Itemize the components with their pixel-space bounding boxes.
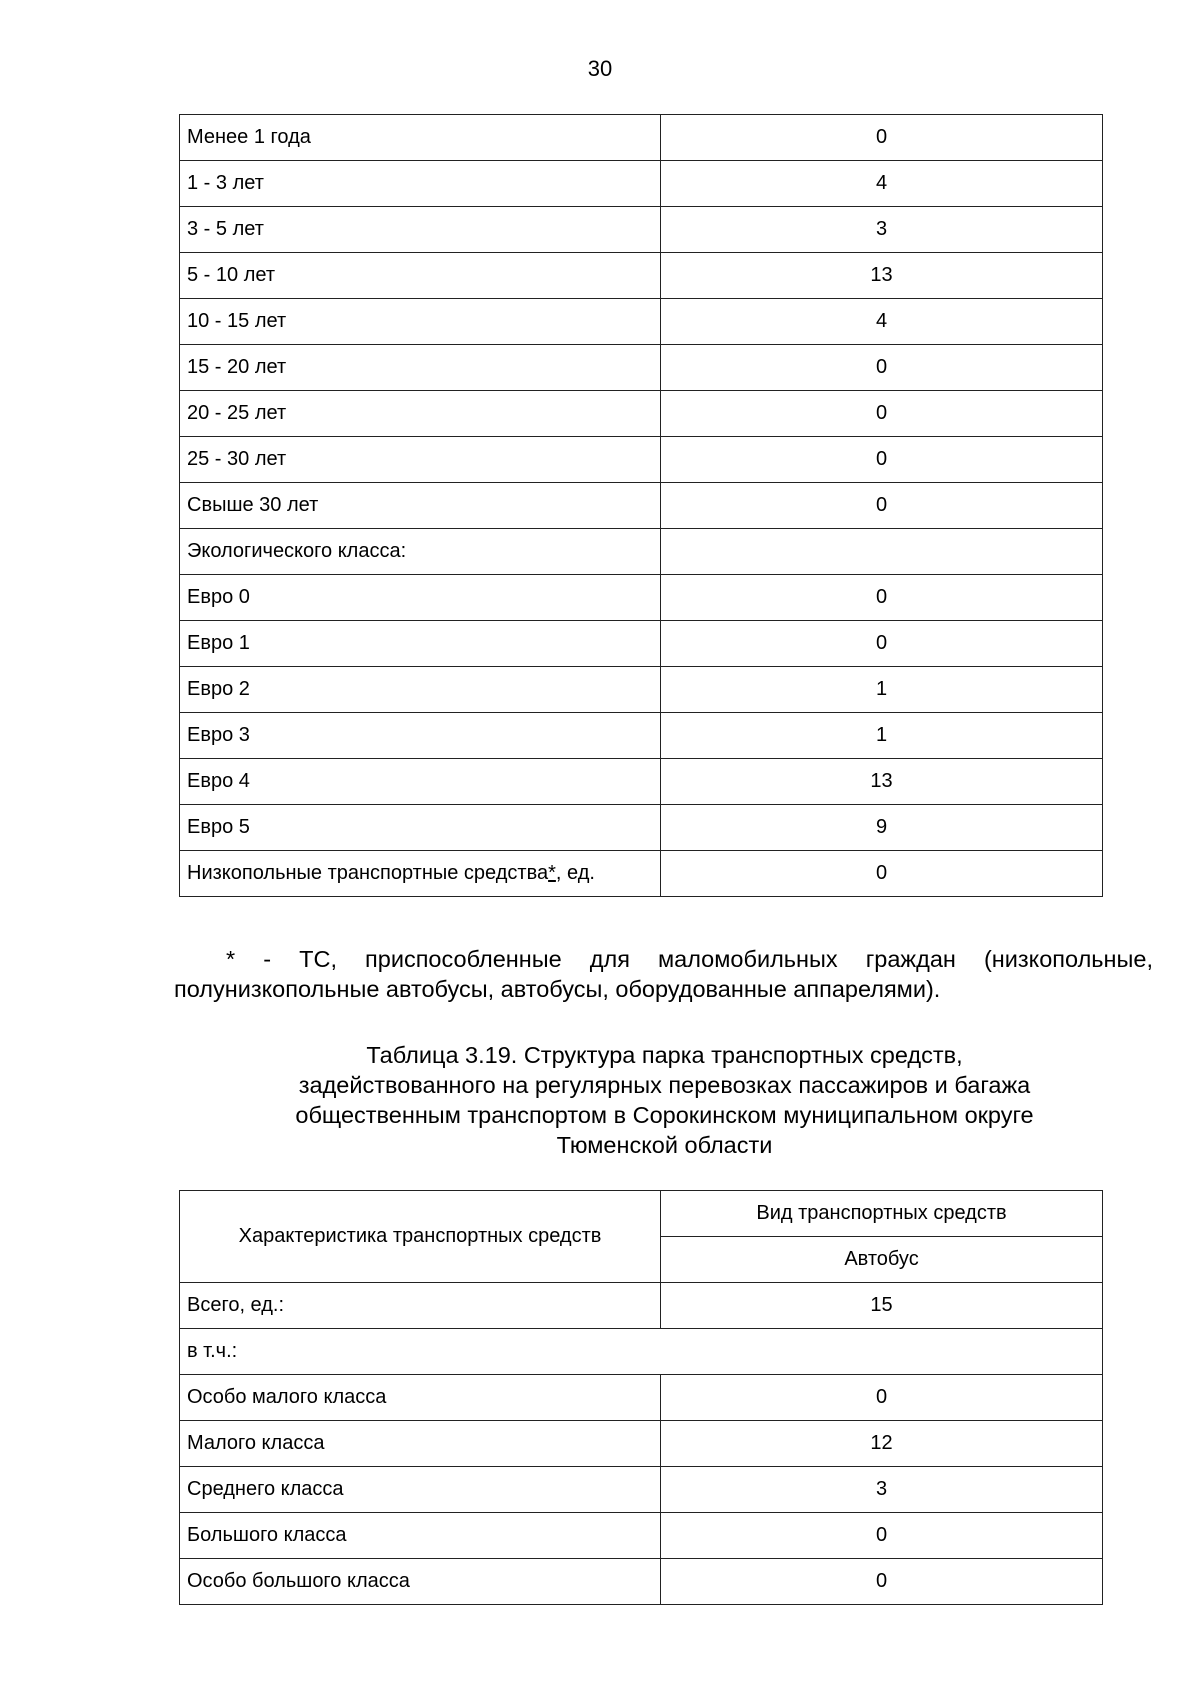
row-label: Евро 5 xyxy=(180,805,661,851)
row-label: Евро 1 xyxy=(180,621,661,667)
row-value: 0 xyxy=(661,483,1103,529)
table-row xyxy=(180,1467,1103,1513)
table-row xyxy=(180,713,1103,759)
row-value: 0 xyxy=(661,115,1103,161)
row-value: 13 xyxy=(661,253,1103,299)
table-header-row xyxy=(180,1191,1103,1237)
row-value: 0 xyxy=(661,437,1103,483)
fleet-structure-table xyxy=(179,1190,1103,1605)
table-row-low-floor xyxy=(180,851,1103,897)
row-value: 13 xyxy=(661,759,1103,805)
low-floor-label: Низкопольные транспортные средства xyxy=(187,862,549,884)
table-row xyxy=(180,805,1103,851)
table-row xyxy=(180,207,1103,253)
row-label: 5 - 10 лет xyxy=(180,253,661,299)
row-label xyxy=(180,851,661,897)
table-row-total xyxy=(180,1283,1103,1329)
table-row xyxy=(180,1559,1103,1605)
row-value: 0 xyxy=(661,1375,1103,1421)
caption-line: общественным транспортом в Сорокинском муниципальном округе xyxy=(295,1102,1034,1128)
table-row-incl xyxy=(180,1329,1103,1375)
footnote-link[interactable]: * xyxy=(548,862,556,884)
table-body xyxy=(180,115,1103,897)
table-row xyxy=(180,759,1103,805)
row-label: Малого класса xyxy=(180,1421,661,1467)
row-label: Экологического класса: xyxy=(180,529,661,575)
row-value: 0 xyxy=(661,1559,1103,1605)
table-row xyxy=(180,483,1103,529)
row-value: 0 xyxy=(661,1513,1103,1559)
row-label: Менее 1 года xyxy=(180,115,661,161)
header-bus: Автобус xyxy=(661,1237,1103,1283)
row-value: 0 xyxy=(661,621,1103,667)
table-body xyxy=(180,1191,1103,1605)
page-number: 30 xyxy=(587,56,613,81)
table-row xyxy=(180,253,1103,299)
row-label: 3 - 5 лет xyxy=(180,207,661,253)
row-value: 12 xyxy=(661,1421,1103,1467)
row-value: 3 xyxy=(661,1467,1103,1513)
footnote-line-2: полунизкопольные автобусы, автобусы, оборудованные аппарелями). xyxy=(174,976,941,1002)
header-characteristic: Характеристика транспортных средств xyxy=(180,1191,661,1283)
row-value: 0 xyxy=(661,345,1103,391)
vehicle-age-eco-table xyxy=(179,114,1103,897)
row-label: Особо малого класса xyxy=(180,1375,661,1421)
row-label: 25 - 30 лет xyxy=(180,437,661,483)
row-value: 0 xyxy=(661,851,1103,897)
row-value: 0 xyxy=(661,575,1103,621)
table-row xyxy=(180,575,1103,621)
row-label: 15 - 20 лет xyxy=(180,345,661,391)
header-vehicle-type: Вид транспортных средств xyxy=(661,1191,1103,1237)
footnote-text xyxy=(174,944,1153,1004)
row-label: 10 - 15 лет xyxy=(180,299,661,345)
row-value: 15 xyxy=(661,1283,1103,1329)
row-label: Среднего класса xyxy=(180,1467,661,1513)
row-value: 1 xyxy=(661,713,1103,759)
table-row xyxy=(180,621,1103,667)
row-value: 1 xyxy=(661,667,1103,713)
table-row xyxy=(180,667,1103,713)
row-label: Особо большого класса xyxy=(180,1559,661,1605)
row-label: 1 - 3 лет xyxy=(180,161,661,207)
row-label: Свыше 30 лет xyxy=(180,483,661,529)
row-label: Большого класса xyxy=(180,1513,661,1559)
table-row xyxy=(180,1513,1103,1559)
table-row xyxy=(180,161,1103,207)
row-value: 0 xyxy=(661,391,1103,437)
footnote-line-1: * - ТС, приспособленные для маломобильных граждан (низкопольные, xyxy=(226,946,1153,972)
row-label: Евро 4 xyxy=(180,759,661,805)
row-label: Евро 3 xyxy=(180,713,661,759)
table-row xyxy=(180,391,1103,437)
table-row xyxy=(180,1421,1103,1467)
row-value: 4 xyxy=(661,299,1103,345)
table-row xyxy=(180,115,1103,161)
table-row xyxy=(180,437,1103,483)
caption-line: Тюменской области xyxy=(556,1132,773,1158)
row-label: в т.ч.: xyxy=(180,1329,1103,1375)
row-label: 20 - 25 лет xyxy=(180,391,661,437)
row-label: Всего, ед.: xyxy=(180,1283,661,1329)
table-caption xyxy=(179,1040,1150,1160)
row-label: Евро 2 xyxy=(180,667,661,713)
row-value: 4 xyxy=(661,161,1103,207)
low-floor-unit: , ед. xyxy=(555,862,595,884)
table-row xyxy=(180,529,1103,575)
table-row xyxy=(180,299,1103,345)
table-row xyxy=(180,345,1103,391)
table-row xyxy=(180,1375,1103,1421)
row-value xyxy=(661,529,1103,575)
caption-line: задействованного на регулярных перевозках пассажиров и багажа xyxy=(298,1072,1031,1098)
row-label: Евро 0 xyxy=(180,575,661,621)
caption-line: Таблица 3.19. Структура парка транспортных средств, xyxy=(366,1042,963,1068)
row-value: 3 xyxy=(661,207,1103,253)
row-value: 9 xyxy=(661,805,1103,851)
